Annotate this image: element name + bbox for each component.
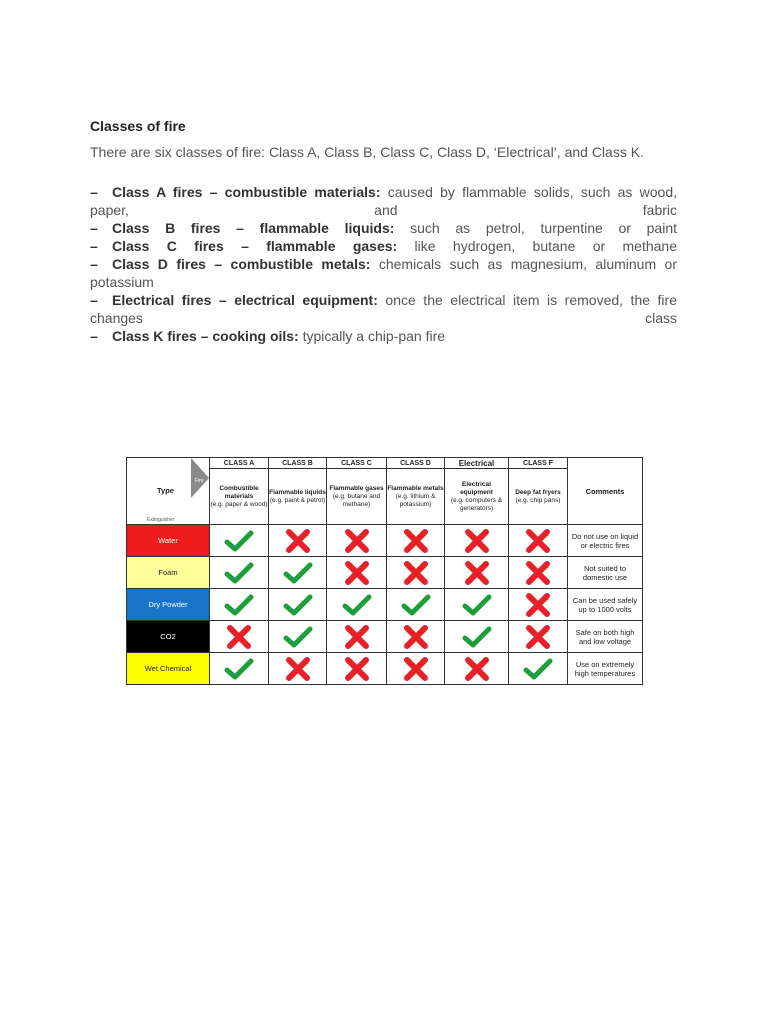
comment-cell: Not suited to domestic use [568,557,643,589]
class-example: (e.g. chip pans) [515,496,561,504]
fire-label: Fire [195,478,204,484]
table-row [127,589,643,621]
suitability-cell [509,589,568,621]
class-description-cell [269,469,327,525]
cross-icon [462,657,492,681]
check-icon [283,625,313,649]
check-icon [224,657,254,681]
class-description-cell [387,469,445,525]
suitability-cell [387,525,445,557]
extinguisher-type-cell: CO2 [127,621,210,653]
cross-icon [462,561,492,585]
cross-icon [342,561,372,585]
type-label: Type [157,486,174,495]
extinguisher-type-cell: Dry Powder [127,589,210,621]
suitability-cell [269,653,327,685]
class-example: (e.g. butane and methane) [332,492,381,508]
suitability-cell [445,525,509,557]
suitability-cell [509,557,568,589]
fire-class-list [90,183,677,345]
cross-icon [462,529,492,553]
cross-icon [342,625,372,649]
table-row [127,653,643,685]
class-material: Combustible materials [219,484,259,500]
class-description-cell [445,469,509,525]
suitability-cell [509,653,568,685]
suitability-cell [210,589,269,621]
list-item: – Class A fires – combustible materials: caused by flammable solids, such as wood, paper, and fabric [90,184,677,218]
extinguisher-type-cell: Foam [127,557,210,589]
check-icon [283,593,313,617]
suitability-cell [269,525,327,557]
cross-icon [523,529,553,553]
suitability-cell [210,557,269,589]
table-row [127,557,643,589]
suitability-cell [509,621,568,653]
class-name-header: CLASS A [210,458,269,469]
list-item: – Class D fires – combustible metals: chemicals such as magnesium, aluminum or potassium [90,256,677,290]
class-name-header: CLASS B [269,458,327,469]
extinguisher-type-cell: Water [127,525,210,557]
table-row [127,621,643,653]
suitability-cell [445,557,509,589]
table-header-row [127,458,643,469]
class-example: (e.g. paper & wood) [210,500,268,508]
class-material: Deep fat fryers [515,488,561,496]
cross-icon [523,561,553,585]
comment-cell: Do not use on liquid or electric fires [568,525,643,557]
suitability-cell [327,589,387,621]
suitability-cell [210,621,269,653]
extinguisher-table [126,457,643,685]
suitability-cell [445,621,509,653]
suitability-cell [327,653,387,685]
check-icon [462,625,492,649]
suitability-cell [387,653,445,685]
cross-icon [224,625,254,649]
list-item: – Class K fires – cooking oils: typically a chip-pan fire [90,328,446,344]
cross-icon [523,593,553,617]
check-icon [224,529,254,553]
cross-icon [283,529,313,553]
comments-header: Comments [568,458,643,525]
section-heading: Classes of fire [90,118,186,134]
check-icon [401,593,431,617]
comment-cell: Safe on both high and low voltage [568,621,643,653]
suitability-cell [387,589,445,621]
suitability-cell [509,525,568,557]
class-example: (e.g. lithium & potassium) [395,492,436,508]
suitability-cell [269,589,327,621]
class-example: (e.g. computers & generators) [450,496,503,512]
class-material: Flammable metals [387,484,444,492]
cross-icon [283,657,313,681]
cross-icon [401,657,431,681]
suitability-cell [445,589,509,621]
extinguisher-table-figure [126,457,642,685]
cross-icon [342,657,372,681]
list-item: – Class C fires – flammable gases: like hydrogen, butane or methane [90,238,677,254]
suitability-cell [269,621,327,653]
suitability-cell [269,557,327,589]
comment-cell: Can be used safely up to 1000 volts [568,589,643,621]
class-name-header: CLASS C [327,458,387,469]
comment-cell: Use on extremely high temperatures [568,653,643,685]
class-description-cell [327,469,387,525]
suitability-cell [210,525,269,557]
cross-icon [523,625,553,649]
class-material: Electrical equipment [460,480,493,496]
class-example: (e.g. paint & petrol) [269,496,326,504]
fire-arrow-icon [191,458,209,498]
class-material: Flammable liquids [269,488,326,496]
document-body [90,118,677,345]
list-item: – Class B fires – flammable liquids: such as petrol, turpentine or paint [90,220,678,236]
cross-icon [401,529,431,553]
check-icon [224,561,254,585]
extinguisher-label: Extinguisher [147,517,175,523]
class-description-cell [509,469,568,525]
suitability-cell [327,525,387,557]
cross-icon [342,529,372,553]
check-icon [283,561,313,585]
suitability-cell [210,653,269,685]
check-icon [523,657,553,681]
check-icon [342,593,372,617]
check-icon [224,593,254,617]
suitability-cell [327,621,387,653]
class-name-header: CLASS D [387,458,445,469]
table-row [127,525,643,557]
intro-paragraph: There are six classes of fire: Class A, Class B, Class C, Class D, ‘Electrical’, and Class K. [90,144,644,160]
type-header-cell [127,458,210,525]
suitability-cell [387,621,445,653]
class-name-header: Electrical [445,458,509,469]
class-material: Flammable gases [329,484,384,492]
suitability-cell [327,557,387,589]
cross-icon [401,625,431,649]
cross-icon [401,561,431,585]
extinguisher-type-cell: Wet Chemical [127,653,210,685]
suitability-cell [445,653,509,685]
class-description-cell [210,469,269,525]
check-icon [462,593,492,617]
suitability-cell [387,557,445,589]
list-item: – Electrical fires – electrical equipment: once the electrical item is removed, the fire changes class [90,292,677,326]
class-name-header: CLASS F [509,458,568,469]
